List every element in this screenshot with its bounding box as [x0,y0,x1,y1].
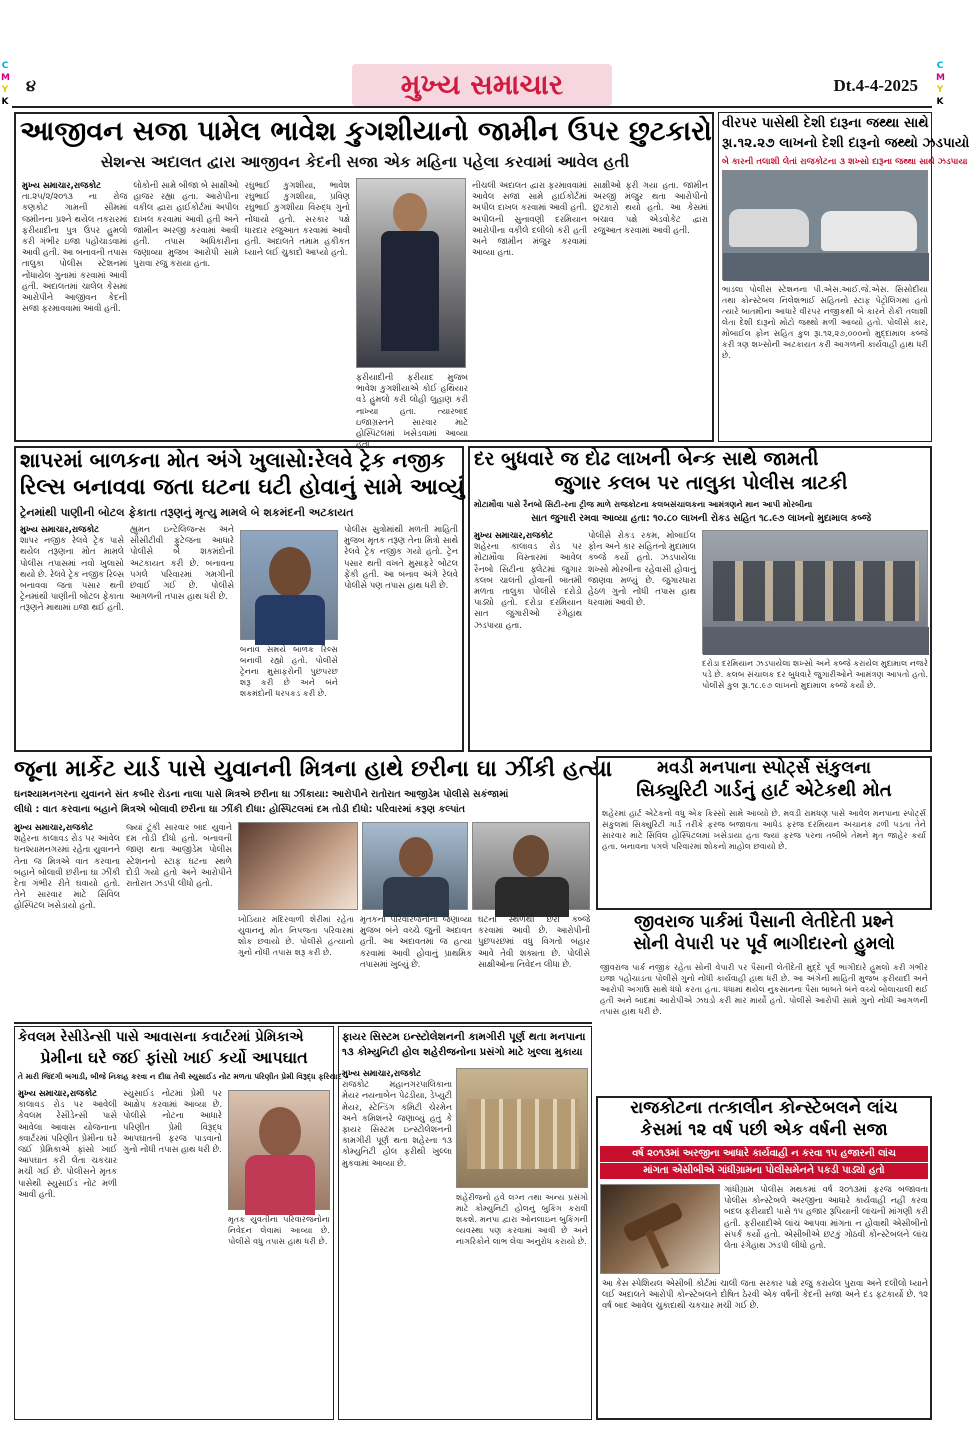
story-bail-col-2: લોકોની સામે બીજા બે સાક્ષીઓ હાજર રહ્યા હતા. આરોપીના વકીલ દ્વારા હાઈકોર્ટમાં અપીલ દાખલ કરવામાં આવી હતી અને જામીન અરજી કરવામાં આવી હતી. તપાસ અધિકારીના જણાવ્યા મુજબ આરોપી સામે પુરાવા રજુ કરાયા હતા. [133,180,239,269]
story-bail-col-1 [22,180,127,436]
story-bribe-columns-top [724,1184,928,1274]
victim-boy-photo [240,530,338,640]
story-liquor-redline: બે કારની તલાશી લેતાં રાજકોટના ૩ શખ્સો દારૂના જથ્થા સાથે ઝડપાયા [722,157,968,167]
story-suicide-subhead: તે મારી જિંદગી બગાડી, બીજે નિકાહ કરવા ન દીધા તેવી સ્યુસાઈડ નોટ મળતા પરિણીત પ્રેમી વિરૂદ્ધ ફરિયાદ [18,1072,342,1081]
victim-portrait-photo [362,822,468,910]
body-text: શહેરના કાલાવડ રોડ પર આવેલ ઘનશ્યામનગરમાં રહેતા યુવાનને તેના જ મિત્રએ વાત કરવાના બહાને બોલાવી છરીના ઘા ઝીંકી દેતા ગંભીર રીતે ઘવાયો હતો. તેને સારવાર માટે સિવિલ હોસ્પિટલ ખસેડાયો હતો. [14,833,120,911]
cmyk-c: C [936,61,944,71]
cmyk-m: M [936,73,945,83]
story-communityhall-headline-2: ૧૩ કોમ્યુનિટી હોલ શહેરીજનોના પ્રસંગો માટે ખુલ્લા મુકાયા [342,1047,583,1058]
story-murder-caption: ખોડિયાર મંદિરવાળી શેરીમાં રહેતા યુવાનનું મોત નિપજતા પરિવારમાં શોક છવાયો છે. પોલીસે હત્યાનો ગુનો નોંધી તપાસ શરૂ કરી છે. [238,914,354,957]
story-liquor-caption: ભાડલા પોલીસ સ્ટેશનના પી.એસ.આઈ.જે.એસ. સિસોદીયા તથા કોન્સ્ટેબલ નિલેશભાઈ સહિતનો સ્ટાફ પેટ્રોલિંગમાં હતો ત્યારે બાતમીના આધારે વીરપર નજીકથી બે કારને રોકી તલાશી લેતા દેશી દારૂનો મોટો જથ્થો મળી આવ્યો હતો. પોલીસે કાર, મોબાઈલ ફોન સહિત કુલ રૂા.૧૨,૨૭,૦૦૦નો મુદ્દામાલ કબ્જે કરી ત્રણ શખ્સોની અટકાયત કરી આગળની કાર્યવાહી હાથ ધરી છે. [722,284,929,360]
story-bail-col-5: નીચલી અદાલત દ્વારા ફરમાવવામાં આવેલ સજા સામે હાઈકોર્ટમાં અપીલ દાખલ કરવામાં આવી હતી. અપીલની સુનાવણી દરમિયાન આરોપીના વકીલે દલીલો કરી હતી અને જામીન મંજુર કરવામાં આવ્યા હતા. [472,180,587,258]
story-suicide-headline-1: કેવલમ રેસીડેન્સી પાસે આવાસના કવાર્ટરમાં પ્રેમિકાએ [18,1029,304,1045]
accused-portrait-photo [472,822,590,910]
story-communityhall-headline-1: ફાયર સિસ્ટમ ઇન્સ્ટોલેશનની કામગીરી પૂર્ણ થતા મનપાના [342,1031,586,1043]
story-bribe-col-1: ગાંધીગ્રામ પોલીસ મથકમાં વર્ષ ૨૦૧૩માં ફરજ બજાવતા પોલીસ કોન્સ્ટેબલે અરજીના આધારે કાર્યવાહી નહીં કરવા બદલ ફરીયાદી પાસે ૧૫ હજાર રૂપિયાની લાંચની માંગણી કરી હતી. ફરીયાદીએ લાંચ આપવા માંગતા ન હોવાથી એસીબીનો સંપર્ક કર્યો હતો. એસીબીએ છટકું ગોઠવી કોન્સ્ટેબલને લાંચ લેતા રંગેહાથ ઝડપી લીધો હતો. [724,1184,928,1251]
story-gambling-columns [474,530,696,746]
story-suicide-caption: મૃતક યુવતીના પરિવારજનોના નિવેદન લેવામાં આવ્યા છે. પોલીસે વધુ તપાસ હાથ ધરી છે. [228,1214,330,1246]
story-suicide-col-1 [18,1088,117,1416]
body-text: શહેરના કાલાવડ રોડ પર મોટામૌવા વિસ્તારમાં આવેલ રૈનબો સિટીના ફ્લેટમાં જુગાર કલબ ચાલતી હોવાની બાતમી મળતા તાલુકા પોલીસે દરોડો પાડ્યો હતો. દરોડા દરમિયાન સાત જુગારીઓ રંગેહાથ ઝડપાયા હતા. [474,541,582,630]
story-bail-headline: આજીવન સજા પામેલ ભાવેશ કુગશીયાનો જામીન ઉપર છુટકારો [20,116,712,147]
story-murder-columns [14,822,232,1018]
page-number: ૪ [26,76,36,95]
story-murder-col-2: જ્યાં ટૂંકી સારવાર બાદ યુવાને દમ તોડી દીધો હતો. બનાવની જાણ થતા આજીડેમ પોલીસ સ્ટેશનનો સ્ટાફ ઘટના સ્થળે દોડી ગયો હતો અને આરોપીને રાતોરાત ઝડપી લીધો હતો. [126,822,232,889]
byline: મુખ્ય સમાચાર,રાજકોટ [20,524,99,534]
story-train-col-2: હ્યુમન ઇન્ટેલિજન્સ અને સીસીટીવી ફુટેજના આધારે પોલીસે બે શકમંદોની અટકાયત કરી છે. બનાવના પગલે પરિવારમાં ગમગીની છવાઈ ગઈ છે. પોલીસે આગળની તપાસ હાથ ધરી છે. [130,524,234,602]
story-bribe-redbar-2: માંગતા એસીબીએ ગાંધીગ્રામના પોલીસમેનને પકડી પાડ્યો હતો [600,1163,928,1179]
story-bail-col-6: સાક્ષીઓ ફરી ગયા હતા. જામીન અરજી મંજુર થતા આરોપીનો છુટકારો થયો હતો. આ કેસમાં બચાવ પક્ષે એડવોકેટ દ્વારા રજુઆત કરવામાં આવી હતી. [593,180,708,235]
cmyk-y: Y [1,85,9,95]
cmyk-k: K [1,97,9,107]
byline: મુખ્ય સમાચાર,રાજકોટ [474,530,553,540]
story-heartattack-headline-2: સિક્યુરિટી ગાર્ડનું હાર્ટ એટેકથી મોત [636,780,892,801]
divider [14,1022,592,1024]
story-liquor-headline-2: રૂા.૧૨.૨૭ લાખનો દેશી દારૂનો જથ્થો ઝડપાયો [722,135,969,151]
story-train-col-1 [20,524,124,746]
cmyk-c: C [1,61,9,71]
story-jeweller-body: જીવરાજ પાર્ક નજીક રહેતા સોની વેપારી પર પૈસાની લેતીદેતી મુદ્દે પૂર્વ ભાગીદારે હુમલો કરી ગંભીર ઇજા પહોંચાડતા પોલીસે ગુનો નોંધી કાર્યવાહી હાથ ધરી છે. આ અંગેની માહિતી મુજબ ફરીયાદી અને આરોપી અગાઉ સાથે ધંધો કરતા હતા. ધંધામાં થયેલ નુકસાનના પૈસા બાબતે બંને વચ્ચે બોલાચાલી થઈ હતી અને બાદમાં આરોપીએ ઝઘડો કરી માર માર્યો હતો. પોલીસે આરોપી સામે ગુનો નોંધી આગળની તપાસ હાથ ધરી છે. [600,962,928,1016]
story-train-headline-1: શાપરમાં બાળકના મોત અંગે ખુલાસો:રેલવે ટ્રેક નજીક [20,448,446,472]
cmyk-marks-left [1,60,9,108]
victim-injury-photo [238,822,358,910]
story-bribe-columns-bottom [602,1278,928,1416]
masthead-title: મુખ્ય સમાચાર [352,64,612,106]
story-gambling-col-2: પોલીસે રોકડ રકમ, મોબાઈલ ફોન અને કાર સહિતનો મુદામાલ કબ્જે કર્યો હતો. ઝડપાયેલા શખ્સો મોરબીના રહેવાસી હોવાનું જાણવા મળ્યું છે. જુગારધારા હેઠળ ગુનો નોંધી તપાસ હાથ ધરવામાં આવી છે. [588,530,696,608]
story-murder-headline: જૂના માર્કેટ યાર્ડ પાસે યુવાનની મિત્રના હાથે છરીના ઘા ઝીંકી હત્યા [14,756,613,782]
body-text: તા.૨૫/૨/૨૦૧૩ ના રોજ કણકોટ ગામની સીમમાં જમીનના પ્રશ્ને થયેલ તકરારમાં ફરીયાદીના પુત્ર ઉપર હુમલો કરી ગંભીર ઇજા પહોંચાડવામાં આવી હતી. આ બનાવની તપાસ તાલુકા પોલીસ સ્ટેશનમાં નોંધાયેલ ગુનામાં કરવામાં આવી હતી. અદાલતમાં ચાલેલ કેસમાં આરોપીને આજીવન કેદની સજા ફરમાવવામાં આવી હતી. [22,191,128,314]
story-gambling-caption: દરોડા દરમિયાન ઝડપાયેલા શખ્સો અને કબ્જે કરાયેલ મુદામાલ નજરે પડે છે. કલબ સંચાલક દર બુધવારે જુગારીઓને આમંત્રણ આપતો હતો. પોલીસે કુલ રૂા.૧૮.૯૭ લાખનો મુદામાલ કબ્જે કર્યો છે. [702,658,928,690]
story-bribe-redbar-1: વર્ષ ૨૦૧૩માં અરજીના આધારે કાર્યવાહી ન કરવા ૧૫ હજારની લાંચ [600,1146,928,1162]
story-liquor-headline-1: વીરપર પાસેથી દેશી દારૂના જથ્થા સાથે [722,115,929,131]
story-heartattack-headline-1: મવડી મનપાના સ્પોર્ટ્સ સંકુલના [656,758,872,778]
story-train-subhead: ટ્રેનમાંથી પાણીની બોટલ ફેકાતા તરૂણનું મૃત્યુ મામલે બે શકમંદની અટકાયત [20,506,354,519]
story-murder-col-4: ઘટના સ્થળેથી છરી કબ્જે કરવામાં આવી છે. આરોપીની પુછપરછમાં વધુ વિગતો બહાર આવે તેવી શક્યતા છે. પોલીસે સાક્ષીઓના નિવેદન લીધા છે. [478,914,590,969]
story-gambling-headline-2: જુગાર કલબ પર તાલુકા પોલીસ ત્રાટકી [554,472,848,494]
accused-photo [356,178,466,368]
story-bail-columns-right [472,180,708,436]
story-gambling-headline-1: દર બુધવારે જ દોઢ લાખની બેન્ક સાથે જામતી [474,448,819,470]
story-communityhall-columns [342,1068,452,1416]
cmyk-y: Y [936,85,944,95]
story-jeweller-headline-2: સોની વેપારી પર પૂર્વ ભાગીદારનો હુમલો [633,934,895,954]
byline: મુખ્ય સમાચાર,રાજકોટ [18,1088,97,1098]
story-gambling-subhead-2: સાત જુગારી રમવા આવ્યા હતા: ૧૦.૮૦ લાખની રોકડ સહિત ૧૮.૯૭ લાખનો મુદામાલ કબ્જે [530,513,872,524]
story-bail-col-4-wrap [356,372,468,450]
story-bribe-headline-1: રાજકોટના તત્કાલીન કોન્સ્ટેબલને લાંચ [630,1098,898,1118]
story-murder-col-1 [14,822,120,1018]
story-train-col-3: પોલીસ સુત્રોમાંથી મળતી માહિતી મુજબ મૃતક તરૂણ તેના મિત્રો સાથે રેલવે ટ્રેક નજીક ગયો હતો. ટ્રેન પસાર થતી વખતે મુસાફરે બોટલ ફેંકી હતી. આ બનાવ અંગે રેલવે પોલીસે પણ તપાસ હાથ ધરી છે. [344,524,458,591]
story-communityhall-caption: શહેરીજનો હવે લગ્ન તથા અન્ય પ્રસંગો માટે કોમ્યુનિટી હોલનું બુકિંગ કરાવી શકશે. મનપા દ્વારા ઓનલાઇન બુકિંગની વ્યવસ્થા પણ કરવામાં આવી છે અને નાગરિકોને લાભ લેવા અનુરોધ કરાયો છે. [456,1192,588,1246]
gavel-photo [600,1184,720,1274]
story-train-columns-right [344,524,458,746]
cmyk-m: M [1,73,10,83]
seized-cars-photo [722,170,928,280]
byline: મુખ્ય સમાચાર,રાજકોટ [22,180,101,190]
story-murder-subhead-1: ઘનશ્યામનગરના યુવાનને સંત કબીર રોડના નાલા પાસે મિત્રએ છરીના ઘા ઝીંકાયા: આરોપીને રાતોરાત આજીડેમ પોલીસે સકંજામાં [14,789,509,800]
story-bail-columns-left [22,180,350,436]
story-murder-columns-right [360,914,590,1018]
body-text: કાલાવડ રોડ પર આવેલી કેવલમ રેસીડેન્સી પાસે આવેલા આવાસ યોજનાના ક્વાર્ટરમાં પરિણીત પ્રેમીના ઘરે જઈ પ્રેમિકાએ ફાંસો ખાઈ આપઘાત કરી લેતા ચકચાર મચી ગઈ છે. પોલીસને મૃતક પાસેથી સ્યુસાઈડ નોટ મળી આવી હતી. [18,1099,117,1199]
byline: મુખ્ય સમાચાર,રાજકોટ [14,822,93,832]
story-bribe-col-2: આ કેસ સ્પેશિયલ એસીબી કોર્ટમાં ચાલી જતા સરકાર પક્ષે રજુ કરાયેલ પુરાવા અને દલીલો ધ્યાને લઈ અદાલતે આરોપી કોન્સ્ટેબલને દોષિત ઠેરવી એક વર્ષની કેદની સજા અને દંડ ફટકાર્યો છે. ૧૨ વર્ષ બાદ આવેલ ચુકાદાથી ચકચાર મચી ગઈ છે. [602,1278,928,1311]
page-date: Dt.4-4-2025 [833,76,918,95]
cmyk-k: K [936,97,944,107]
story-communityhall-col-1 [342,1068,452,1416]
story-gambling-subhead-1: મોટામૌવા પાસે રૈનબો સિટી-રના ટ્રીજ માળે રાજકોટના કલબસંચાલકના આમંત્રણને માન આપી મોરબીના [474,499,813,509]
story-bail-subhead: સેશન્સ અદાલત દ્વારા આજીવન કેદની સજા એક મહિના પહેલા કરવામાં આવેલ હતી [100,153,630,171]
story-train-headline-2: રિલ્સ બનાવવા જતા ઘટના ઘટી હોવાનું સામે આવ્યું [20,475,465,500]
story-suicide-headline-2: પ્રેમીના ઘરે જઈ ફાંસો ખાઈ કર્યો આપઘાત [40,1048,308,1067]
story-gambling-col-1 [474,530,582,746]
story-bribe-headline-2: કેસમાં ૧૨ વર્ષ પછી એક વર્ષની સજા [640,1120,888,1140]
story-bail-col-3: રઘુભાઈ કુગશીયા, ભાવેશ રઘુભાઈ કુગશીયા, પ્રવિણ રઘુભાઈ કુગશીયા વિરુદ્ધ ગુનો નોંધાયો હતો. સરકાર પક્ષે ધારદાર રજુઆત કરવામાં આવી હતી. અદાલતે તમામ હકીકત ધ્યાને લઈ ચુકાદો આપ્યો હતો. [244,180,350,258]
story-suicide-col-2: સ્યુસાઈડ નોટમાં પ્રેમી પર આક્ષેપ કરવામાં આવ્યા છે. પોલીસે નોટના આધારે પરિણીત પ્રેમી વિરૂદ્ધ આપઘાતની ફરજ પાડવાનો ગુનો નોંધી તપાસ હાથ ધરી છે. [123,1088,222,1155]
story-bail-col-4: ફરીયાદીની ફરીયાદ મુજબ ભાવેશ કુગશીયાએ કોઈ હથિયાર વડે હુમલો કરી લોહી લુહાણ કરી નાખ્યા હતા. ત્યારબાદ ઇજાગ્રસ્તને સારવાર માટે હોસ્પિટલમાં ખસેડવામાં આવ્યા હતા. [356,372,468,450]
story-train-caption: બનાવ સમયે બાળક રિલ્સ બનાવી રહ્યો હતો. પોલીસે ટ્રેનના મુસાફરોની પુછપરછ શરૂ કરી છે અને બંને શકમંદોની ધરપકડ કરી છે. [240,644,338,698]
community-hall-photo [456,1068,588,1188]
story-suicide-columns [18,1088,222,1416]
story-murder-col-3: મૃતકના પરિવારજનોના જણાવ્યા મુજબ બંને વચ્ચે જુની અદાવત હતી. આ અદાવતમાં જ હત્યા કરવામાં આવી હોવાનું પ્રાથમિક તપાસમાં ખુલ્યું છે. [360,914,472,969]
victim-woman-photo [228,1090,330,1210]
story-train-columns [20,524,234,746]
body-text: રાજકોટ મહાનગરપાલિકાના મેયર નયનાબેન પેઢડીયા, ડેપ્યુટી મેયર, સ્ટેન્ડિંગ કમિટી ચેરમેન અને કમિશનરે જણાવ્યું હતું કે ફાયર સિસ્ટમ ઇન્સ્ટોલેશનની કામગીરી પૂર્ણ થતા શહેરના ૧૩ કોમ્યુનિટી હોલ ફરીથી ખુલ્લા મુકવામાં આવ્યા છે. [342,1079,452,1168]
story-heartattack-body: શહેરમાં હાર્ટ એટેકનો વધુ એક કિસ્સો સામે આવ્યો છે. મવડી રામધણ પાસે આવેલ મનપાના સ્પોર્ટ્સ સંકુલમાં સિક્યુરિટી ગાર્ડ તરીકે ફરજ બજાવતા આધેડ ફરજ દરમિયાન અચાનક ઢળી પડતા તેને સારવાર માટે સિવિલ હોસ્પિટલમાં ખસેડાયા હતા જ્યાં ફરજ પરના તબીબે તેમને મૃત જાહેર કર્યા હતા. બનાવના પગલે પરિવારમાં શોકનો માહોલ છવાયો છે. [602,808,926,851]
body-text: શાપર નજીક રેલવે ટ્રેક પાસે થયેલ તરૂણના મોત મામલે પોલીસ તપાસમાં નવો ખુલાસો થયો છે. રેલવે ટ્રેક નજીક રિલ્સ બનાવવા જતા પસાર થતી ટ્રેનમાંથી પાણીની બોટલ ફેકાતા તરૂણને માથામાં ઇજા થઈ હતી. [20,535,124,613]
page-header [12,62,932,108]
story-murder-subhead-2: લીધો : વાત કરવાના બહાને મિત્રએ બોલાવી છરીના ઘા ઝીંકી દીધા: હોસ્પિટલમાં દમ તોડી દીધો: પરિવારમાં કરૂણ કલ્પાંત [14,804,466,815]
gamblers-group-photo [702,530,928,654]
story-jeweller-headline-1: જીવરાજ પાર્કમાં પૈસાની લેતીદેતી પ્રશ્ને [634,912,894,932]
cmyk-marks-right [936,60,944,108]
byline: મુખ્ય સમાચાર,રાજકોટ [342,1068,421,1078]
